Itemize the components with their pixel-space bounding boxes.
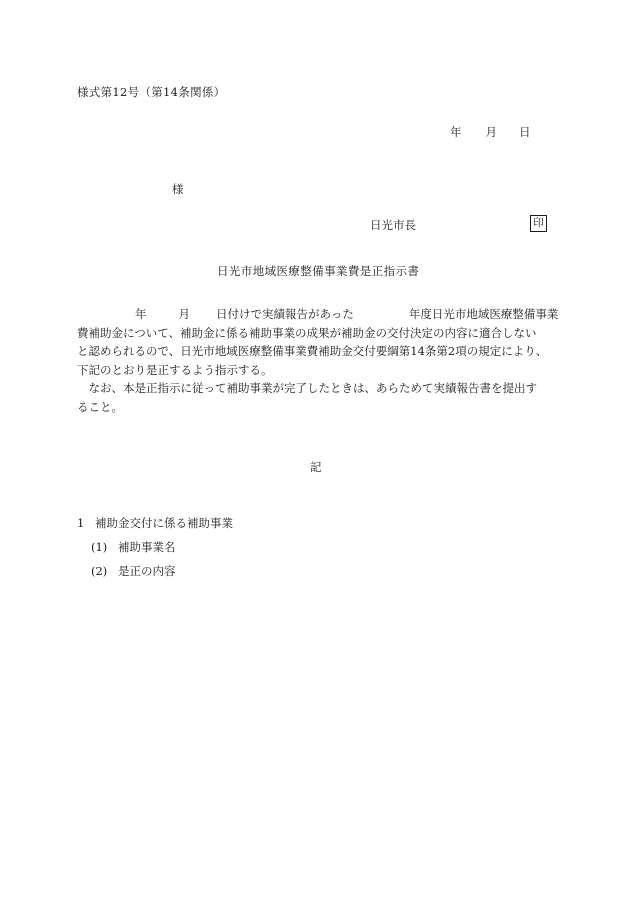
body-paragraph	[77, 305, 592, 417]
body-line-5: なお、本是正指示に従って補助事業が完了したときは、あらためて実績報告書を提出す	[88, 381, 537, 396]
body-line-4: 下記のとおり是正するよう指示する。	[77, 362, 273, 377]
addressee-honorific: 様	[172, 182, 184, 196]
body-month-label: 月	[178, 307, 190, 321]
body-line-3: と認められるので、日光市地域医療整備事業費補助金交付要綱第14条第2項の規定により、	[77, 344, 548, 359]
sub-item-2-number: (2)	[91, 564, 108, 578]
body-line-2: 費補助金について、補助金に係る補助事業の成果が補助金の交付決定の内容に適合しない	[77, 325, 537, 340]
ki-heading: 記	[310, 460, 322, 474]
issuer-name: 日光市長	[370, 218, 416, 232]
form-number: 様式第12号（第14条関係）	[77, 85, 226, 99]
item-1-number: 1	[77, 516, 85, 530]
sub-item-2-label: 是正の内容	[118, 564, 176, 578]
body-fiscal-text: 年度日光市地域医療整備事業	[408, 307, 559, 321]
body-report-text: 日付けで実績報告があった	[216, 307, 354, 321]
date-day-label: 日	[519, 125, 531, 139]
sub-item-1-number: (1)	[91, 540, 108, 554]
body-line-1	[77, 305, 592, 324]
body-line-6: ること。	[77, 399, 123, 414]
item-1-label: 補助金交付に係る補助事業	[95, 516, 233, 530]
sub-item-1	[91, 539, 176, 555]
seal-mark: 印	[530, 215, 547, 232]
date-month-label: 月	[485, 125, 497, 139]
sub-item-1-label: 補助事業名	[118, 540, 176, 554]
sub-item-2	[91, 563, 176, 579]
body-year-label: 年	[135, 307, 147, 321]
date-year-label: 年	[450, 125, 462, 139]
document-title: 日光市地域医療整備事業費是正指示書	[217, 264, 420, 278]
date-line	[450, 124, 531, 140]
item-1	[77, 515, 233, 531]
